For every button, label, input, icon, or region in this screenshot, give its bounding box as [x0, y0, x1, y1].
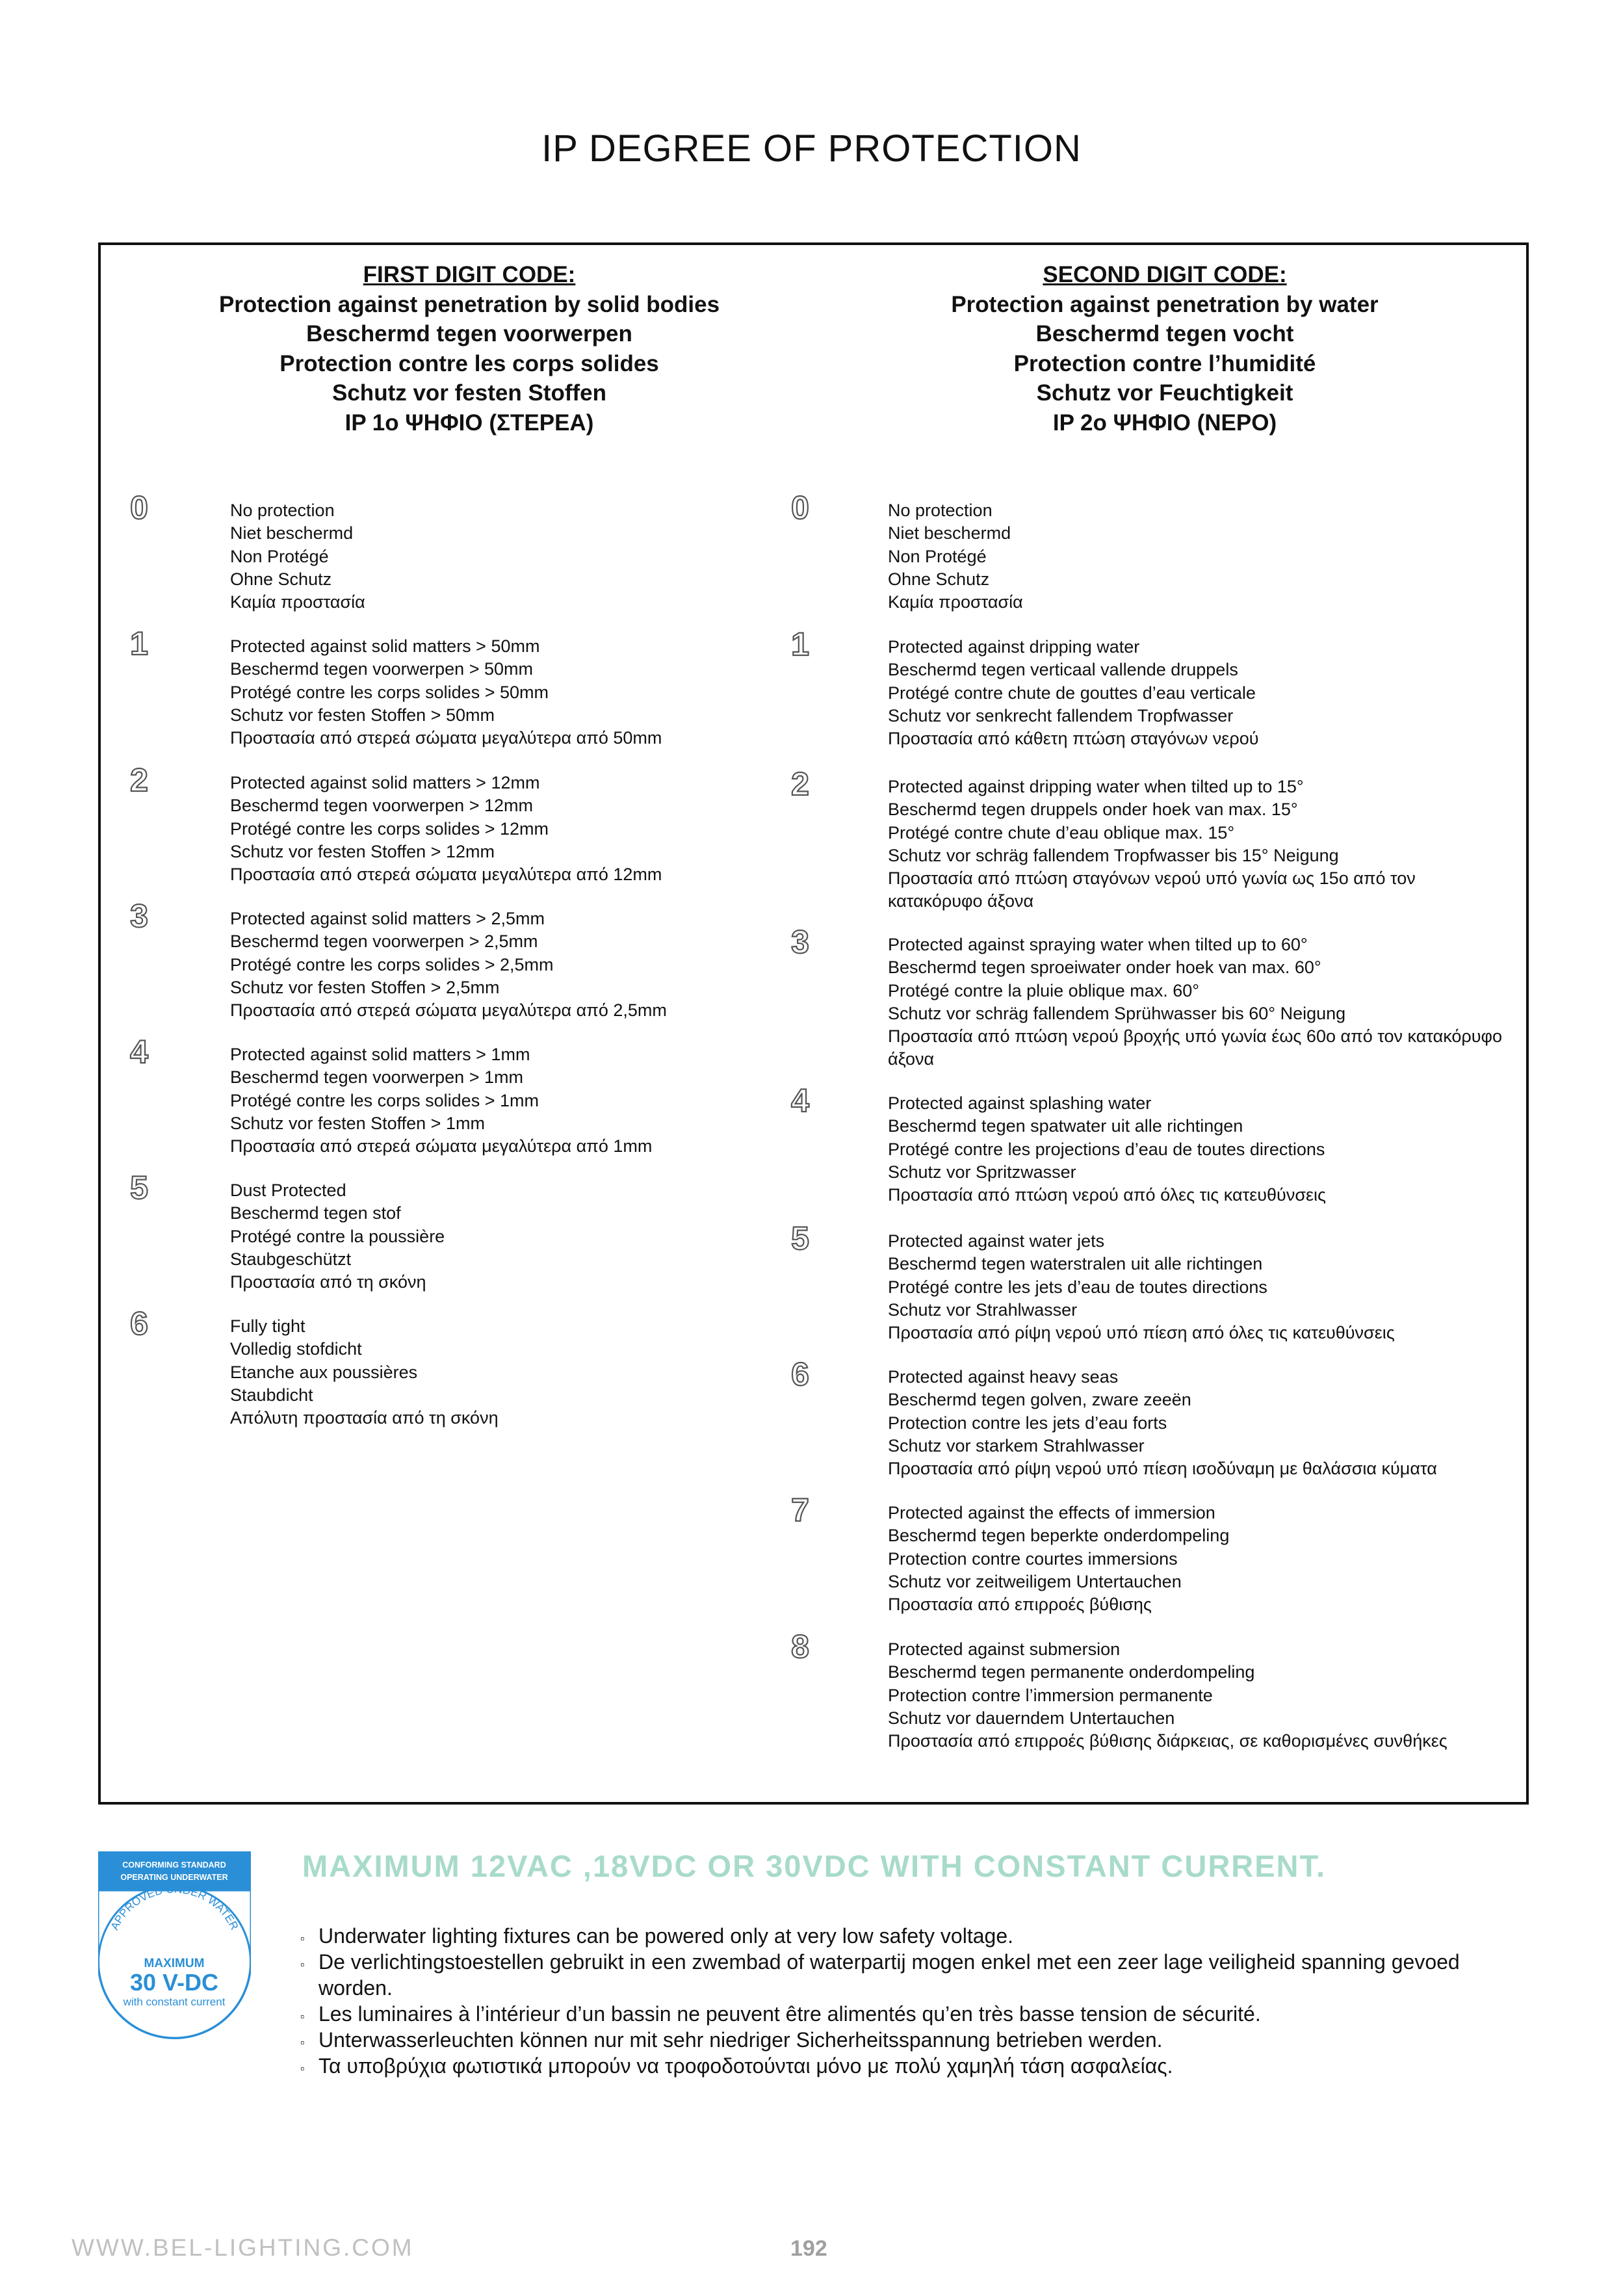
first-entry-line: Dust Protected — [230, 1181, 346, 1200]
first-entry-line: Beschermd tegen voorwerpen > 50mm — [230, 659, 533, 679]
first-entry-line: Schutz vor festen Stoffen > 1mm — [230, 1113, 485, 1133]
first-entry-line: Προστασία από στερεά σώματα μεγαλύτερα από 2,5mm — [230, 1000, 667, 1021]
underwater-approval-badge — [98, 1851, 251, 2040]
first-entry-6 — [230, 1315, 854, 1429]
first-digit-2 — [126, 763, 152, 796]
svg-text:2: 2 — [130, 763, 148, 796]
first-entry-line: Volledig stofdicht — [230, 1339, 362, 1359]
first-entry-line: Protégé contre les corps solides > 2,5mm — [230, 954, 554, 974]
first-entry-line: Schutz vor festen Stoffen > 2,5mm — [230, 977, 500, 997]
second-entry-line: Protégé contre chute de gouttes d’eau verticale — [888, 683, 1256, 703]
first-digit-subtitle: Protection against penetration by solid bodies — [218, 291, 720, 317]
first-entry-line: No protection — [230, 501, 335, 520]
first-entry-line: Protected against solid matters > 50mm — [230, 636, 540, 656]
second-entry-line: Προστασία από επιρροές βύθισης διάρκειας, σε καθορισμένες συνθήκες — [888, 1731, 1448, 1751]
second-entry-8 — [888, 1638, 1512, 1753]
second-digit-2 — [787, 766, 813, 800]
second-entry-line: Non Protégé — [888, 546, 987, 566]
second-entry-5 — [888, 1230, 1512, 1344]
first-digit-subtitle: Schutz vor festen Stoffen — [332, 380, 606, 406]
voltage-notice-list — [300, 1923, 1522, 2079]
second-entry-line: Protection contre courtes immersions — [888, 1548, 1178, 1569]
second-entry-line: Schutz vor Strahlwasser — [888, 1299, 1078, 1320]
svg-text:0: 0 — [130, 490, 148, 524]
first-entry-line: Προστασία από τη σκόνη — [230, 1272, 426, 1292]
second-entry-line: Προστασία από επιρροές βύθισης — [888, 1595, 1152, 1615]
svg-text:8: 8 — [791, 1629, 809, 1663]
second-entry-line: Protected against splashing water — [888, 1093, 1152, 1113]
first-entry-line: Beschermd tegen voorwerpen > 12mm — [230, 796, 533, 816]
svg-text:4: 4 — [130, 1034, 148, 1068]
second-digit-4 — [787, 1083, 813, 1117]
second-entry-line: No protection — [888, 501, 993, 520]
first-entry-1 — [230, 635, 854, 750]
first-entry-line: Protected against solid matters > 2,5mm — [230, 909, 545, 928]
first-entry-line: Niet beschermd — [230, 523, 354, 543]
page-title: IP DEGREE OF PROTECTION — [541, 127, 1082, 170]
first-entry-line: Protégé contre les corps solides > 50mm — [230, 682, 549, 702]
svg-text:7: 7 — [791, 1493, 809, 1526]
second-digit-5 — [787, 1221, 813, 1255]
first-digit-0 — [126, 490, 152, 524]
first-entry-line: Fully tight — [230, 1316, 305, 1336]
first-entry-line: Schutz vor festen Stoffen > 50mm — [230, 705, 495, 725]
first-digit-header — [131, 260, 807, 437]
first-entry-line: Απόλυτη προστασία από τη σκόνη — [230, 1408, 499, 1428]
second-entry-line: Beschermd tegen beperkte onderdompeling — [888, 1526, 1230, 1546]
second-entry-line: Beschermd tegen waterstralen uit alle richtingen — [888, 1254, 1263, 1274]
page-number: 192 — [790, 2236, 827, 2261]
second-entry-line: Schutz vor schräg fallendem Sprühwasser bis 60° Neigung — [888, 1003, 1346, 1023]
notice-bullet: ▫ Underwater lighting fixtures can be powered only at very low safety voltage. — [300, 1923, 1522, 1949]
second-digit-3 — [787, 924, 813, 958]
first-entry-line: Προστασία από στερεά σώματα μεγαλύτερα από 12mm — [230, 865, 662, 885]
badge-arc-text: APPROVED UNDER WATER — [108, 1883, 241, 1932]
first-entry-line: Schutz vor festen Stoffen > 12mm — [230, 841, 495, 861]
first-entry-0 — [230, 499, 854, 614]
second-entry-line: Προστασία από κάθετη πτώση σταγόνων νερού — [888, 729, 1259, 749]
second-digit-subtitle: Protection against penetration by water — [951, 291, 1379, 317]
first-digit-6 — [126, 1306, 152, 1340]
second-digit-7 — [787, 1493, 813, 1526]
second-entry-line: Beschermd tegen spatwater uit alle richtingen — [888, 1116, 1243, 1136]
first-entry-line: Protected against solid matters > 12mm — [230, 773, 540, 792]
notice-bullet: ▫ Τα υποβρύχια φωτιστικά μπορούν να τροφοδοτούνται μόνο με πολύ χαμηλή τάση ασφαλείας. — [300, 2053, 1522, 2079]
second-entry-line: Beschermd tegen druppels onder hoek van max. 15° — [888, 800, 1298, 820]
svg-text:6: 6 — [130, 1306, 148, 1340]
svg-text:5: 5 — [130, 1170, 148, 1204]
first-digit-heading: FIRST DIGIT CODE: — [363, 262, 576, 287]
first-entry-line: Beschermd tegen voorwerpen > 1mm — [230, 1067, 523, 1088]
first-entry-line: Staubdicht — [230, 1385, 313, 1405]
second-digit-heading: SECOND DIGIT CODE: — [1043, 262, 1287, 287]
second-entry-line: Schutz vor schräg fallendem Tropfwasser bis 15° Neigung — [888, 845, 1339, 865]
second-entry-line: Protected against dripping water — [888, 637, 1140, 657]
first-entry-line: Protégé contre la poussière — [230, 1226, 445, 1246]
second-entry-line: Schutz vor Spritzwasser — [888, 1162, 1076, 1182]
second-entry-line: Protected against dripping water when tilted up to 15° — [888, 777, 1304, 796]
svg-text:6: 6 — [791, 1357, 809, 1390]
second-entry-0 — [888, 499, 1512, 614]
notice-bullet: ▫ Les luminaires à l’intérieur d’un bassin ne peuvent être alimentés qu’en très basse tension de sécurité. — [300, 2001, 1522, 2027]
second-entry-line: Beschermd tegen sproeiwater onder hoek van max. 60° — [888, 958, 1321, 978]
first-entry-line: Protégé contre les corps solides > 1mm — [230, 1090, 539, 1110]
badge-top-line2: OPERATING UNDERWATER — [120, 1873, 228, 1882]
first-entry-line: Staubgeschützt — [230, 1249, 352, 1269]
first-entry-2 — [230, 772, 854, 886]
second-entry-line: Protégé contre les jets d’eau de toutes directions — [888, 1277, 1267, 1297]
first-digit-3 — [126, 898, 152, 932]
first-entry-line: Etanche aux poussières — [230, 1362, 418, 1382]
second-digit-1 — [787, 627, 813, 660]
badge-voltage: 30 V-DC — [129, 1969, 219, 1996]
first-entry-4 — [230, 1043, 854, 1158]
second-digit-subtitle: Beschermd tegen vocht — [1035, 321, 1294, 346]
svg-text:3: 3 — [791, 924, 809, 958]
second-entry-line: Schutz vor zeitweiligem Untertauchen — [888, 1571, 1182, 1591]
svg-text:1: 1 — [791, 627, 809, 660]
first-entry-5 — [230, 1179, 854, 1294]
second-entry-3 — [888, 933, 1512, 1071]
second-entry-2 — [888, 776, 1512, 913]
first-entry-line: Ohne Schutz — [230, 569, 332, 589]
second-entry-line: Protection contre les jets d’eau forts — [888, 1413, 1167, 1433]
second-entry-line: Schutz vor dauerndem Untertauchen — [888, 1708, 1175, 1728]
second-entry-line: Beschermd tegen permanente onderdompeling — [888, 1662, 1255, 1682]
first-entry-line: Protected against solid matters > 1mm — [230, 1045, 530, 1064]
second-digit-header — [827, 260, 1503, 437]
second-entry-line: Ohne Schutz — [888, 569, 990, 589]
second-entry-line: Niet beschermd — [888, 523, 1011, 543]
second-entry-line: Προστασία από πτώση νερού από όλες τις κατευθύνσεις — [888, 1185, 1327, 1205]
badge-top-line1: CONFORMING STANDARD — [122, 1860, 226, 1870]
voltage-notice-headline: MAXIMUM 12VAC ,18VDC OR 30VDC WITH CONSTANT CURRENT. — [302, 1849, 1327, 1883]
first-entry-line: Beschermd tegen stof — [230, 1203, 401, 1223]
badge-sub: with constant current — [123, 1996, 226, 2008]
second-entry-line: Προστασία από ρίψη νερού υπό πίεση ισοδύναμη με θαλάσσια κύματα — [888, 1459, 1437, 1479]
first-digit-5 — [126, 1170, 152, 1204]
badge-max-label: MAXIMUM — [144, 1957, 205, 1970]
second-entry-line: Schutz vor starkem Strahlwasser — [888, 1435, 1145, 1455]
second-entry-line: Καμία προστασία — [888, 592, 1023, 612]
svg-text:2: 2 — [791, 766, 809, 800]
second-entry-line: Προστασία από πτώση νερού βροχής υπό γωνία έως 60ο από τον κατακόρυφο άξονα — [888, 1026, 1503, 1069]
first-digit-4 — [126, 1034, 152, 1068]
badge-header-bar — [98, 1851, 251, 1890]
second-entry-line: Beschermd tegen verticaal vallende druppels — [888, 660, 1238, 680]
first-entry-line: Beschermd tegen voorwerpen > 2,5mm — [230, 932, 538, 952]
second-entry-line: Beschermd tegen golven, zware zeeën — [888, 1390, 1191, 1410]
first-digit-subtitle: IP 1ο ΨΗΦΙΟ (ΣΤΕΡΕΑ) — [344, 410, 594, 436]
svg-text:0: 0 — [791, 490, 809, 524]
svg-text:5: 5 — [791, 1221, 809, 1255]
second-entry-line: Προστασία από πτώση σταγόνων νερού υπό γωνία ως 15ο από τον κατακόρυφο άξονα — [888, 868, 1416, 911]
first-digit-subtitle: Protection contre les corps solides — [279, 350, 659, 376]
second-entry-line: Protected against the effects of immersion — [888, 1503, 1215, 1522]
second-entry-line: Protected against water jets — [888, 1231, 1105, 1251]
second-entry-line: Protégé contre la pluie oblique max. 60° — [888, 980, 1200, 1000]
second-entry-7 — [888, 1502, 1512, 1616]
second-entry-6 — [888, 1366, 1512, 1480]
first-entry-line: Προστασία από στερεά σώματα μεγαλύτερα από 1mm — [230, 1136, 653, 1156]
second-entry-4 — [888, 1092, 1512, 1207]
svg-text:1: 1 — [130, 626, 148, 660]
notice-bullet: ▫ Unterwasserleuchten können nur mit sehr niedriger Sicherheitsspannung betrieben werden. — [300, 2027, 1522, 2053]
second-digit-6 — [787, 1357, 813, 1390]
first-entry-line: Καμία προστασία — [230, 592, 365, 612]
second-entry-line: Schutz vor senkrecht fallendem Tropfwasser — [888, 705, 1234, 725]
second-entry-line: Προστασία από ρίψη νερού υπό πίεση από όλες τις κατευθύνσεις — [888, 1323, 1395, 1343]
second-entry-line: Protected against heavy seas — [888, 1367, 1119, 1387]
second-entry-1 — [888, 636, 1512, 750]
footer-website[interactable]: WWW.BEL-LIGHTING.COM — [71, 2234, 414, 2261]
first-digit-subtitle: Beschermd tegen voorwerpen — [306, 321, 632, 346]
second-digit-subtitle: Schutz vor Feuchtigkeit — [1036, 380, 1293, 406]
second-entry-line: Protected against submersion — [888, 1639, 1121, 1659]
second-digit-8 — [787, 1629, 813, 1663]
first-entry-line: Non Protégé — [230, 546, 329, 566]
second-entry-line: Protégé contre les projections d’eau de toutes directions — [888, 1139, 1325, 1159]
second-digit-subtitle: IP 2ο ΨΗΦΙΟ (ΝΕΡΟ) — [1052, 410, 1277, 436]
second-entry-line: Protected against spraying water when tilted up to 60° — [888, 935, 1308, 954]
notice-bullet: ▫ De verlichtingstoestellen gebruikt in een zwembad of waterpartij mogen enkel met een zeer lage veiligheid spanning gevoed worden. — [300, 1949, 1522, 2001]
svg-text:4: 4 — [791, 1083, 809, 1117]
second-entry-line: Protection contre l’immersion permanente — [888, 1685, 1213, 1705]
second-digit-0 — [787, 490, 813, 524]
first-entry-line: Προστασία από στερεά σώματα μεγαλύτερα από 50mm — [230, 728, 662, 748]
first-entry-3 — [230, 907, 854, 1022]
svg-text:3: 3 — [130, 898, 148, 932]
second-digit-subtitle: Protection contre l’humidité — [1013, 350, 1316, 376]
first-entry-line: Protégé contre les corps solides > 12mm — [230, 818, 549, 839]
second-entry-line: Protégé contre chute d’eau oblique max. 15° — [888, 822, 1235, 842]
first-digit-1 — [126, 626, 152, 660]
